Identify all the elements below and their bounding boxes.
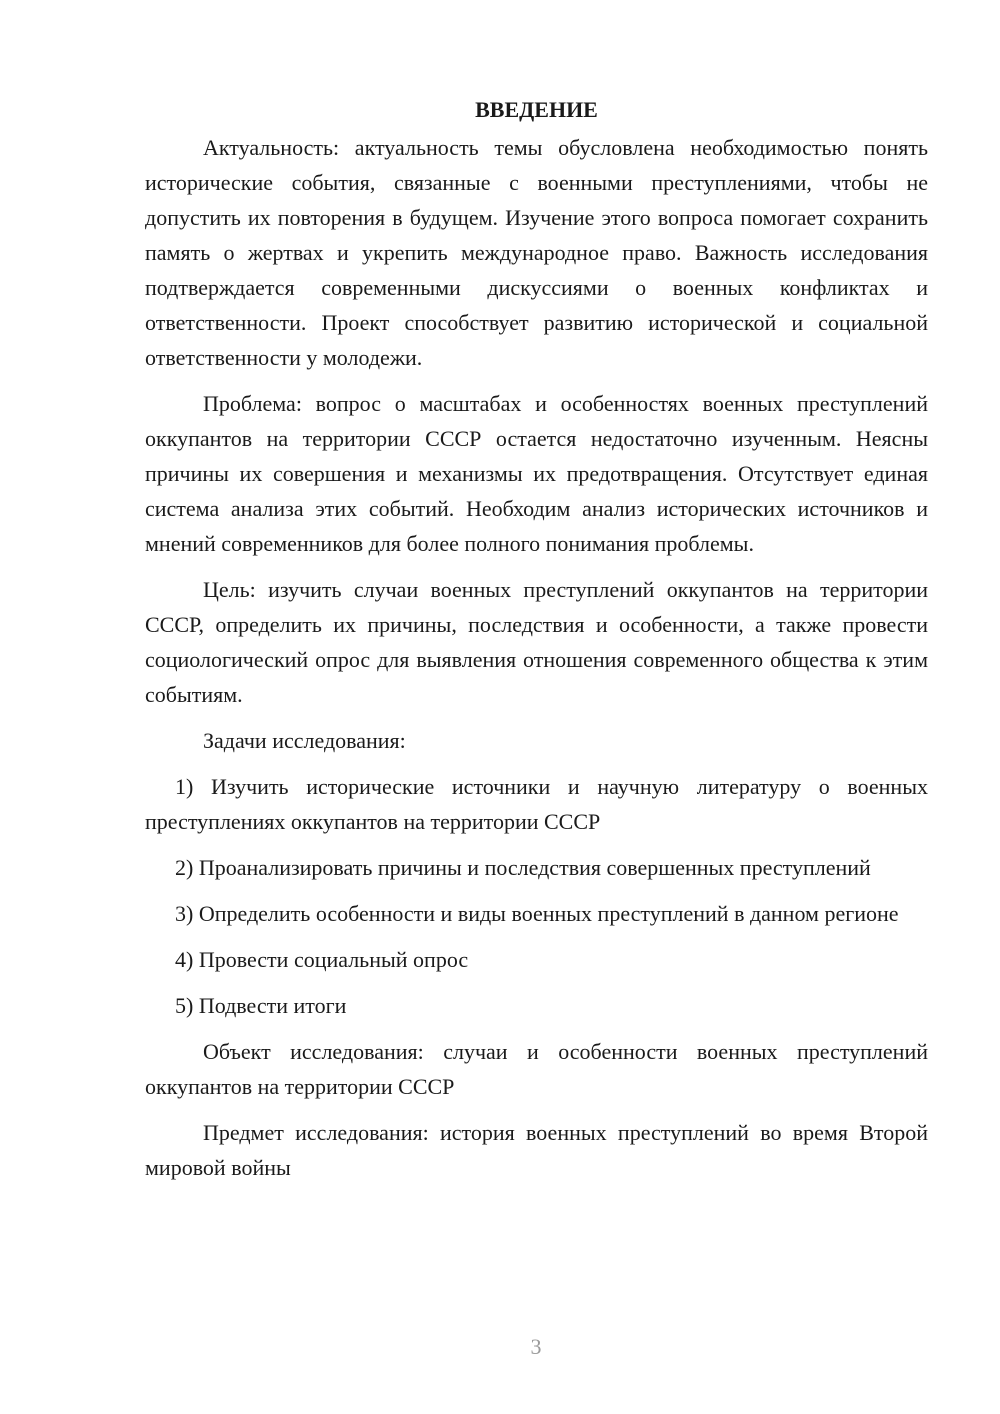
object-paragraph: Объект исследования: случаи и особенности военных преступлений оккупантов на территории СССР (145, 1039, 928, 1099)
page-number: 3 (530, 1334, 542, 1359)
tasks-heading: Задачи исследования: (203, 728, 406, 753)
problem-paragraph: Проблема: вопрос о масштабах и особенностях военных преступлений оккупантов на территории СССР остается недостаточно изученным. Неясны причины их совершения и механизмы их предотвращения. Отсутствует единая система анализа этих событий. Необходим анализ исторических источников и мнений современников для более полного понимания проблемы. (145, 391, 928, 556)
task-item-2: 2) Проанализировать причины и последствия совершенных преступлений (175, 855, 871, 880)
task-item-1: 1) Изучить исторические источники и научную литературу о военных преступлениях оккупантов на территории СССР (145, 774, 928, 834)
subject-paragraph: Предмет исследования: история военных преступлений во время Второй мировой войны (145, 1120, 928, 1180)
task-item-3: 3) Определить особенности и виды военных преступлений в данном регионе (175, 901, 899, 926)
page-title: ВВЕДЕНИЕ (475, 97, 598, 122)
goal-paragraph: Цель: изучить случаи военных преступлений оккупантов на территории СССР, определить их причины, последствия и особенности, а также провести социологический опрос для выявления отношения современного общества к этим событиям. (145, 577, 928, 707)
relevance-paragraph: Актуальность: актуальность темы обусловлена необходимостью понять исторические события, связанные с военными преступлениями, чтобы не допустить их повторения в будущем. Изучение этого вопроса помогает сохранить память о жертвах и укрепить международное право. Важность исследования подтверждается современными дискуссиями о военных конфликтах и ответственности. Проект способствует развитию исторической и социальной ответственности у молодежи. (145, 135, 928, 370)
task-item-5: 5) Подвести итоги (175, 993, 347, 1018)
page-content (145, 92, 928, 1196)
task-item-4: 4) Провести социальный опрос (175, 947, 469, 972)
